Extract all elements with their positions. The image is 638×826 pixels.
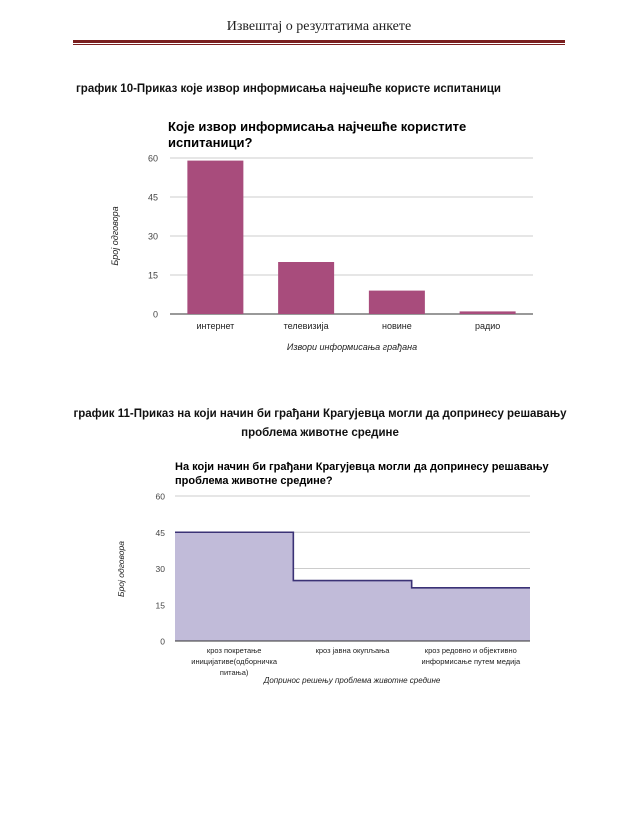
y-tick-label: 0: [152, 309, 158, 320]
x-tick-label: телевизија: [283, 321, 329, 331]
x-tick-label: питања): [219, 668, 249, 677]
caption-chart-10: график 10-Приказ које извор информисања најчешће користе испитаници: [76, 83, 502, 95]
y-axis-title: Број одговора: [116, 541, 126, 597]
y-tick-label: 15: [147, 270, 158, 281]
y-tick-label: 60: [155, 491, 165, 502]
x-axis-title: Допринос решењу проблема животне средине: [263, 676, 441, 685]
chart-title: проблема животне средине?: [175, 475, 333, 487]
y-axis-title: Број одговора: [110, 206, 120, 266]
chart-title: Које извор информисања најчешће користите: [168, 119, 467, 134]
chart-title: На који начин би грађани Крагујевца могли да допринесу решавању: [175, 461, 549, 473]
x-tick-label: интернет: [196, 321, 235, 331]
y-tick-label: 0: [160, 636, 165, 647]
y-tick-label: 45: [147, 192, 158, 203]
page-header: Извештај о резултатима анкете: [226, 19, 412, 34]
x-tick-label: информисање путем медија: [421, 657, 521, 666]
x-tick-label: кроз редовно и објективно: [424, 646, 517, 655]
x-tick-label: кроз јавна окупљања: [315, 646, 390, 655]
y-tick-label: 45: [155, 527, 165, 538]
x-tick-label: радио: [474, 321, 501, 331]
y-tick-label: 15: [155, 600, 165, 611]
x-tick-label: кроз покретање: [206, 646, 262, 655]
caption-chart-11-line1: график 11-Приказ на који начин би грађани Крагујевца могли да допринесу решавању: [73, 408, 567, 420]
x-tick-label: новине: [381, 321, 412, 331]
area-fill: [175, 532, 530, 641]
y-tick-label: 60: [147, 153, 158, 164]
x-tick-label: иницијативе(одборничка: [191, 657, 278, 666]
chart-title: испитаници?: [168, 135, 253, 150]
x-axis-title: Извори информисања грађана: [286, 342, 418, 352]
y-tick-label: 30: [155, 564, 165, 574]
y-tick-label: 30: [147, 231, 158, 242]
caption-chart-11-line2: проблема животне средине: [241, 427, 399, 439]
